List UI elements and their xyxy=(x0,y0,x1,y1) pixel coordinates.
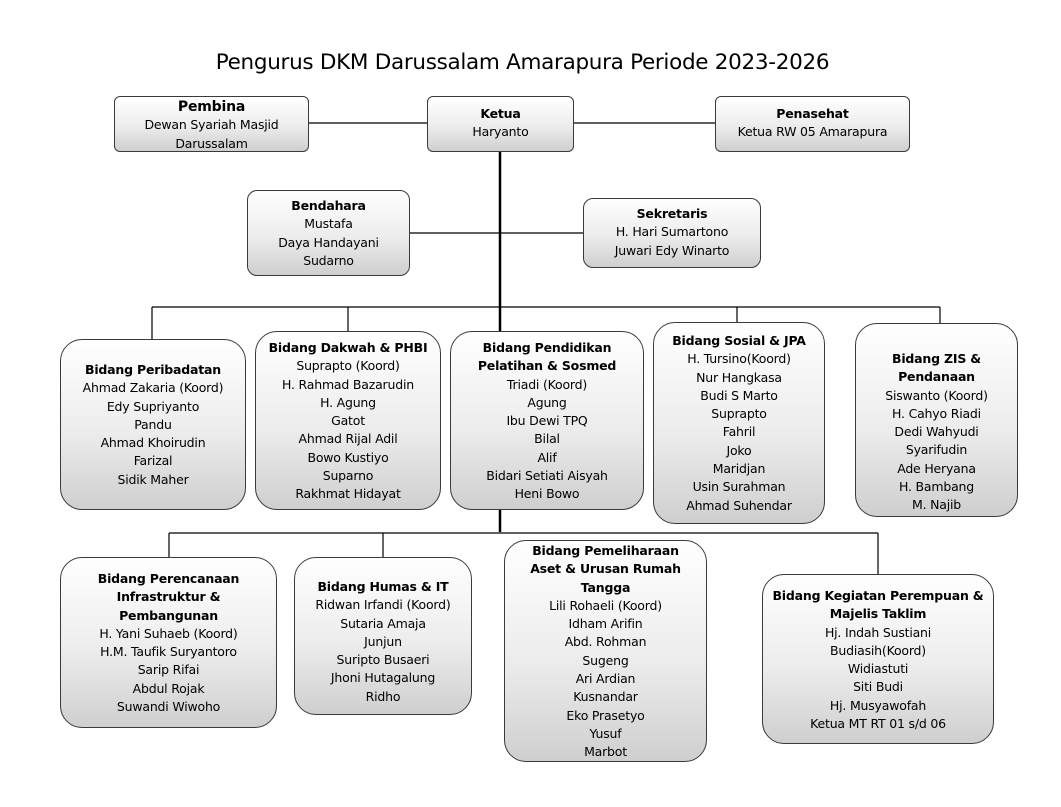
bidang-humas-member: Junjun xyxy=(364,633,402,649)
bidang-zis-member: Dedi Wahyudi xyxy=(894,424,979,440)
bidang-humas-member: Jhoni Hutagalung xyxy=(330,670,436,686)
bidang-pemeliharaan-box xyxy=(504,540,707,762)
bidang-zis-member: M. Najib xyxy=(911,497,962,513)
bidang-perencanaan-member: Suwandi Wiwoho xyxy=(116,699,221,715)
sekretaris-box xyxy=(583,198,761,268)
bendahara-member: Sudarno xyxy=(303,252,354,268)
bidang-pemeliharaan-member: Lili Rohaeli (Koord) xyxy=(549,597,662,613)
bidang-perempuan-member: Siti Budi xyxy=(853,679,903,695)
bidang-pendidikan-title: Pelatihan & Sosmed xyxy=(477,358,617,374)
bidang-sosial-member: Fahril xyxy=(722,424,756,440)
bidang-peribadatan-member: Sidik Maher xyxy=(117,471,189,487)
bidang-peribadatan-member: Ahmad Zakaria (Koord) xyxy=(82,380,224,396)
bendahara-title: Bendahara xyxy=(291,198,366,213)
bidang-perencanaan-member: H.M. Taufik Suryantoro xyxy=(100,644,237,660)
bidang-dakwah-member: H. Agung xyxy=(320,394,376,410)
bidang-zis-title: Bidang ZIS & xyxy=(892,351,981,366)
bidang-dakwah-title: Bidang Dakwah & PHBI xyxy=(268,340,428,355)
bidang-pendidikan-member: Ibu Dewi TPQ xyxy=(506,413,588,429)
bidang-peribadatan-member: Farizal xyxy=(133,453,173,469)
bidang-pendidikan-member: Bidari Setiati Aisyah xyxy=(486,468,608,484)
bidang-pemeliharaan-member: Ari Ardian xyxy=(575,671,636,687)
bidang-sosial-member: Nur Hangkasa xyxy=(696,369,782,385)
bidang-zis-member: Syarifudin xyxy=(905,442,968,458)
bidang-pemeliharaan-member: Sugeng xyxy=(582,652,629,668)
penasehat-member: Ketua RW 05 Amarapura xyxy=(737,124,888,140)
bidang-peribadatan-box xyxy=(60,339,246,510)
bidang-humas-box xyxy=(294,557,472,715)
bidang-pendidikan-member: Heni Bowo xyxy=(514,486,580,502)
pembina-title: Pembina xyxy=(177,99,246,115)
bidang-humas-member: Ridho xyxy=(365,688,401,704)
bidang-perempuan-member: Widiastuti xyxy=(847,661,909,677)
ketua-title: Ketua xyxy=(480,106,521,121)
bidang-dakwah-member: Suparno xyxy=(322,468,374,484)
bidang-perencanaan-member: Abdul Rojak xyxy=(132,680,205,696)
bidang-pemeliharaan-member: Yusuf xyxy=(589,725,622,741)
bidang-sosial-member: Ahmad Suhendar xyxy=(686,497,792,513)
bidang-perempuan-member: Hj. Indah Sustiani xyxy=(824,624,932,640)
bidang-dakwah-box xyxy=(255,331,441,510)
bidang-pendidikan-member: Triadi (Koord) xyxy=(506,376,588,392)
sekretaris-title: Sekretaris xyxy=(636,206,708,221)
sekretaris-member: Juwari Edy Winarto xyxy=(614,242,730,258)
bidang-perencanaan-title: Pembangunan xyxy=(119,607,218,623)
bidang-pendidikan-member: Agung xyxy=(527,394,567,410)
ketua-box xyxy=(427,96,574,152)
bidang-sosial-member: Suprapto xyxy=(711,406,767,422)
bidang-perencanaan-member: H. Yani Suhaeb (Koord) xyxy=(99,625,238,641)
bidang-humas-member: Sutaria Amaja xyxy=(340,615,426,631)
bidang-pemeliharaan-title: Tangga xyxy=(580,579,631,595)
bidang-dakwah-member: Suprapto (Koord) xyxy=(296,358,400,374)
bidang-peribadatan-title: Bidang Peribadatan xyxy=(85,362,221,377)
bidang-zis-member: H. Bambang xyxy=(899,479,974,495)
bidang-perempuan-member: Budiasih(Koord) xyxy=(830,642,926,658)
bidang-pendidikan-member: Bilal xyxy=(534,431,560,447)
bidang-pemeliharaan-member: Idham Arifin xyxy=(568,616,643,632)
bendahara-box xyxy=(247,190,410,276)
page-title: Pengurus DKM Darussalam Amarapura Periode 2023-2026 xyxy=(215,50,830,75)
bidang-humas-member: Suripto Busaeri xyxy=(336,652,430,668)
bidang-peribadatan-member: Pandu xyxy=(134,416,172,432)
bidang-sosial-member: Usin Surahman xyxy=(692,479,786,495)
bidang-perempuan-box xyxy=(762,574,994,744)
bidang-pemeliharaan-member: Abd. Rohman xyxy=(564,634,647,650)
bidang-perempuan-member: Ketua MT RT 01 s/d 06 xyxy=(810,716,946,732)
bidang-perencanaan-title: Infrastruktur & xyxy=(116,589,221,605)
bidang-sosial-title: Bidang Sosial & JPA xyxy=(672,333,806,348)
pembina-member: Dewan Syariah Masjid xyxy=(144,117,279,133)
bidang-zis-box xyxy=(855,323,1018,517)
bidang-pemeliharaan-member: Eko Prasetyo xyxy=(566,707,645,723)
bidang-zis-member: Ade Heryana xyxy=(897,460,976,476)
bidang-dakwah-member: Ahmad Rijal Adil xyxy=(298,431,398,447)
bidang-dakwah-member: H. Rahmad Bazarudin xyxy=(282,376,414,392)
bidang-sosial-member: Joko xyxy=(726,442,752,458)
bendahara-member: Mustafa xyxy=(304,216,353,232)
penasehat-box xyxy=(715,96,910,152)
bidang-perencanaan-title: Bidang Perencanaan xyxy=(97,571,240,586)
bidang-sosial-member: Budi S Marto xyxy=(700,387,778,403)
bidang-dakwah-member: Gatot xyxy=(331,413,365,429)
bidang-perencanaan-member: Sarip Rifai xyxy=(137,662,200,678)
sekretaris-member: H. Hari Sumartono xyxy=(615,224,729,240)
bidang-peribadatan-member: Ahmad Khoirudin xyxy=(100,435,206,451)
bidang-sosial-member: Maridjan xyxy=(712,461,766,477)
bidang-pemeliharaan-member: Marbot xyxy=(584,744,627,760)
bidang-zis-member: Siswanto (Koord) xyxy=(885,387,988,403)
bidang-zis-member: H. Cahyo Riadi xyxy=(892,405,981,421)
bendahara-member: Daya Handayani xyxy=(278,234,379,250)
bidang-pendidikan-box xyxy=(450,331,644,510)
bidang-pemeliharaan-member: Kusnandar xyxy=(573,689,638,705)
bidang-perempuan-title: Majelis Taklim xyxy=(829,606,927,622)
bidang-pendidikan-title: Bidang Pendidikan xyxy=(482,340,612,355)
bidang-zis-title: Pendanaan xyxy=(898,369,975,385)
penasehat-title: Penasehat xyxy=(776,106,849,121)
bidang-pemeliharaan-title: Aset & Urusan Rumah xyxy=(530,561,681,577)
bidang-perempuan-member: Hj. Musyawofah xyxy=(829,697,927,713)
bidang-humas-member: Ridwan Irfandi (Koord) xyxy=(315,597,451,613)
bidang-pendidikan-member: Alif xyxy=(537,449,557,465)
bidang-perencanaan-box xyxy=(60,557,277,728)
bidang-sosial-member: H. Tursino(Koord) xyxy=(687,351,791,367)
pembina-member: Darussalam xyxy=(175,135,248,151)
bidang-peribadatan-member: Edy Supriyanto xyxy=(106,398,200,414)
bidang-dakwah-member: Bowo Kustiyo xyxy=(307,449,389,465)
bidang-pemeliharaan-title: Bidang Pemeliharaan xyxy=(532,543,679,558)
bidang-dakwah-member: Rakhmat Hidayat xyxy=(295,486,401,502)
pembina-box xyxy=(114,96,309,152)
bidang-perempuan-title: Bidang Kegiatan Perempuan & xyxy=(772,588,984,603)
ketua-member: Haryanto xyxy=(472,124,529,140)
bidang-sosial-box xyxy=(653,322,825,524)
bidang-humas-title: Bidang Humas & IT xyxy=(317,579,449,594)
